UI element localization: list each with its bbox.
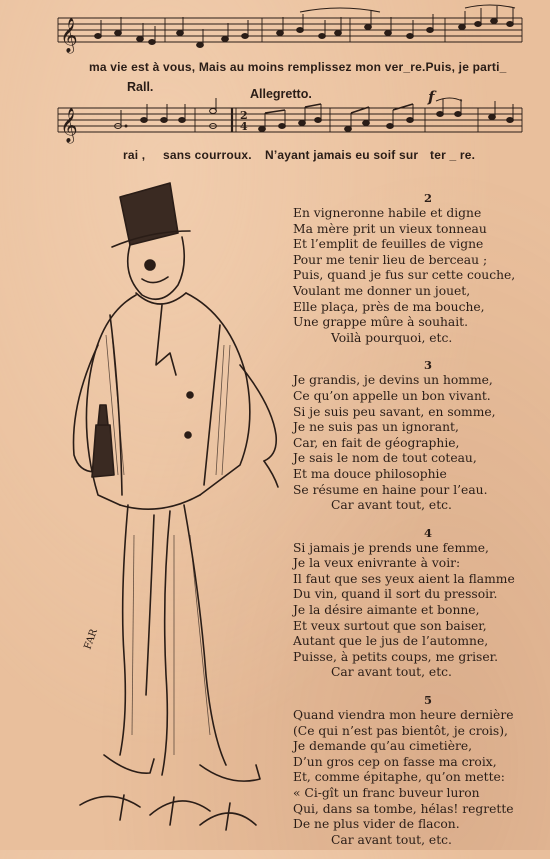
refrain-line: Voilà pourquoi, etc. — [331, 330, 453, 345]
stanza-3 — [293, 357, 543, 513]
verse-line: Et veux surtout que son baiser, — [293, 618, 487, 633]
refrain-line: Car avant tout, etc. — [331, 832, 452, 847]
stanza-2 — [293, 190, 543, 346]
music-staff-2 — [0, 96, 550, 148]
lyrics-line-2-d: ter _ re. — [430, 148, 476, 162]
stanza-number: 3 — [423, 358, 432, 373]
verse-line: Je grandis, je devins un homme, — [293, 373, 493, 388]
lyrics-line-2-a: rai , — [123, 148, 146, 162]
verse-line: Car, en fait de géographie, — [293, 435, 460, 450]
verse-line: Je sais le nom de tout coteau, — [293, 451, 477, 466]
verse-line: Qui, dans sa tombe, hélas! regrette — [293, 801, 514, 816]
stanza-number: 2 — [423, 191, 432, 205]
verse-line: Et ma douce philosophie — [293, 466, 447, 481]
refrain-line: Car avant tout, etc. — [331, 498, 452, 513]
lyrics-line-1: ma vie est à vous, Mais au moins remplissez mon ver_re.Puis, je parti_ — [89, 60, 507, 74]
verse-line: Je ne suis pas un ignorant, — [293, 420, 459, 435]
verse-line: D’un gros cep on fasse ma croix, — [293, 754, 497, 769]
svg-text:𝄞: 𝄞 — [60, 108, 78, 143]
verse-line: De ne plus vider de flacon. — [293, 817, 460, 832]
stanza-number: 4 — [423, 525, 432, 540]
verse-line: Je la veux enivrante à voir: — [293, 556, 461, 571]
verse-line: Autant que le jus de l’automne, — [293, 634, 489, 649]
stanza-4 — [293, 525, 543, 681]
verse-line: Et, comme épitaphe, qu’on mette: — [293, 770, 505, 785]
verse-line: En vigneronne habile et digne — [293, 206, 482, 220]
verse-line: Si jamais je prends une femme, — [293, 540, 489, 555]
verse-line: Pour me tenir lieu de berceau ; — [293, 252, 488, 267]
verse-line: Il faut que ses yeux aient la flamme — [293, 571, 515, 586]
verse-line: Se résume en haine pour l’eau. — [293, 482, 488, 497]
verse-line: Ma mère prit un vieux tonneau — [293, 221, 487, 236]
stanza-5 — [293, 692, 543, 848]
lyrics-line-2-c: N’ayant jamais eu soif sur — [265, 148, 419, 162]
tempo-rall: Rall. — [127, 80, 154, 94]
svg-text:4: 4 — [240, 120, 248, 133]
stanza-number: 5 — [423, 693, 432, 708]
lyrics-line-2-b: sans courroux. — [163, 148, 252, 162]
refrain-line: Car avant tout, etc. — [331, 665, 452, 680]
verse-line: Ce qu’on appelle un bon vivant. — [293, 388, 491, 403]
verse-line: Je la désire aimante et bonne, — [293, 603, 480, 618]
verse-line: (Ce qui n’est pas bientôt, je crois), — [293, 723, 508, 738]
dynamic-forte: f — [428, 88, 435, 106]
verse-line: Elle plaça, près de ma bouche, — [293, 299, 485, 314]
illustration-signature: FAR — [82, 627, 100, 652]
verse-line: Du vin, quand il sort du pressoir. — [293, 587, 498, 602]
drinker-illustration — [50, 175, 290, 845]
verse-line: Quand viendra mon heure dernière — [293, 708, 514, 723]
verse-line: Une grappe mûre à souhait. — [293, 315, 469, 330]
music-staff-1 — [0, 4, 550, 60]
verses-column — [293, 190, 543, 859]
verse-line: Et l’emplit de feuilles de vigne — [293, 237, 484, 252]
verse-line: Si je suis peu savant, en somme, — [293, 404, 496, 419]
verse-line: « Ci-gît un franc buveur luron — [293, 786, 480, 800]
svg-text:𝄞: 𝄞 — [60, 18, 78, 53]
tempo-allegretto: Allegretto. — [250, 87, 312, 101]
svg-text:2: 2 — [240, 109, 248, 122]
verse-line: Voulant me donner un jouet, — [293, 283, 471, 298]
verse-line: Je demande qu’au cimetière, — [293, 739, 473, 754]
verse-line: Puisse, à petits coups, me griser. — [293, 649, 499, 664]
verse-line: Puis, quand je fus sur cette couche, — [293, 268, 516, 283]
